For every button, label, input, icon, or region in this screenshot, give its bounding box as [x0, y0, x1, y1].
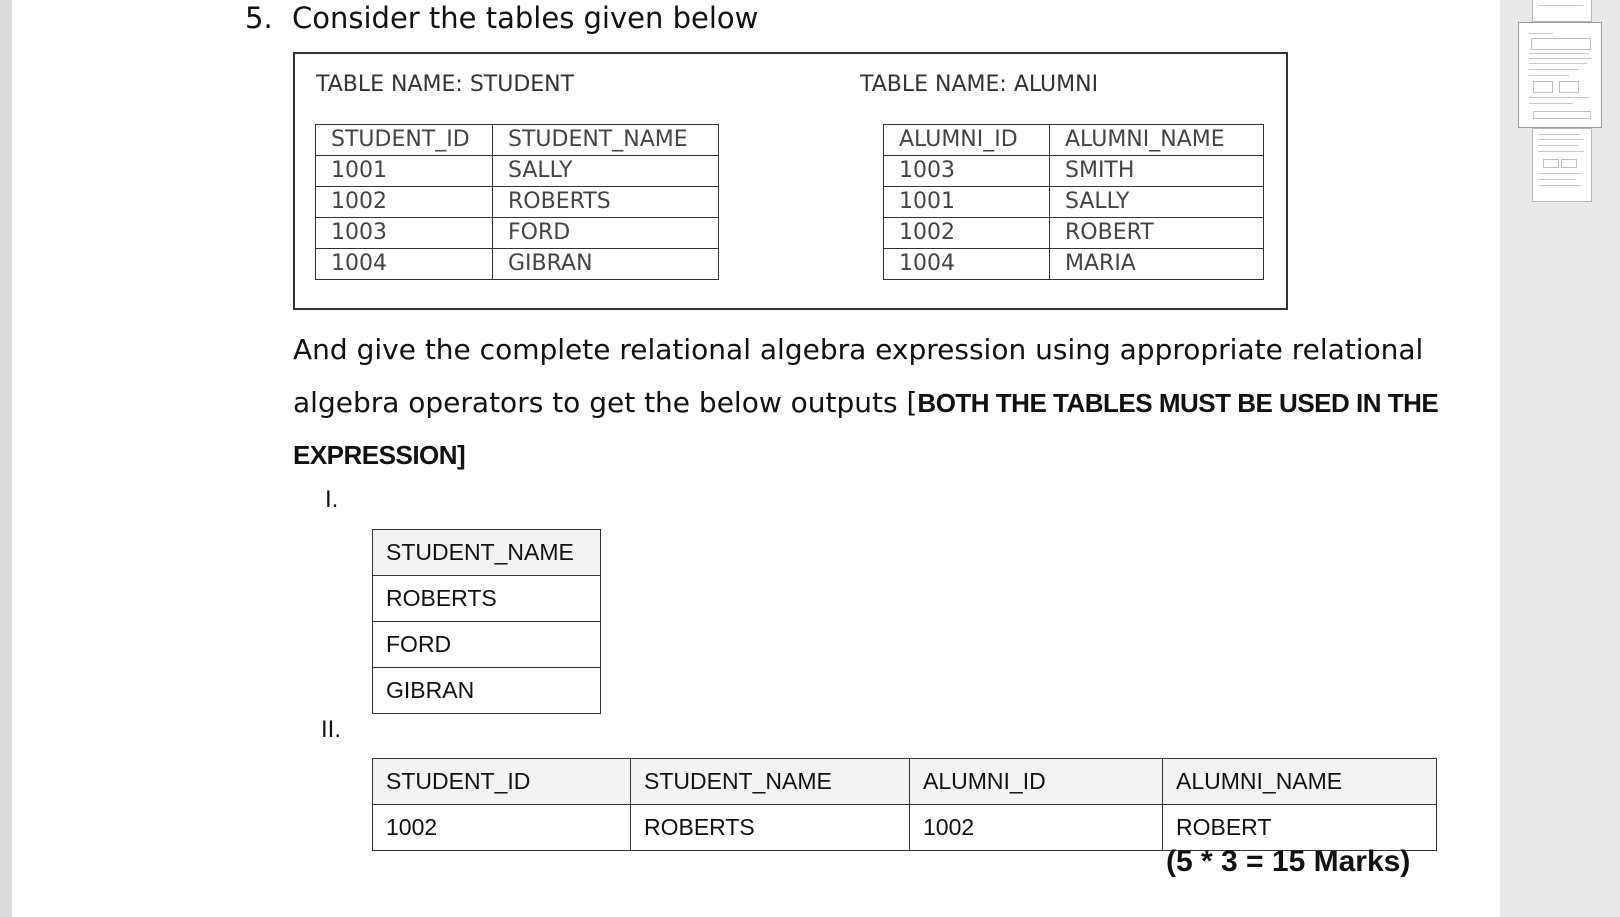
table-header-row: [373, 530, 601, 576]
page-thumbnail-current[interactable]: [1518, 22, 1602, 128]
table-row: [884, 187, 1264, 218]
table-cell: 1003: [316, 218, 493, 249]
table-header-row: [373, 759, 1437, 805]
marks-label: (5 * 3 = 15 Marks): [1166, 845, 1411, 878]
table-cell: 1002: [884, 218, 1050, 249]
table-cell: 1004: [316, 249, 493, 280]
table-cell: ROBERTS: [631, 805, 910, 851]
alumni-table: [883, 124, 1264, 280]
table-header-cell: STUDENT_NAME: [493, 125, 719, 156]
instruction-line-1: And give the complete relational algebra expression using appropriate relational: [293, 333, 1424, 366]
table-cell: ROBERTS: [373, 576, 601, 622]
table-row: [373, 622, 601, 668]
table-row: [316, 187, 719, 218]
table-header-cell: STUDENT_ID: [316, 125, 493, 156]
output-1-label: I.: [325, 486, 339, 513]
instruction-line-3: [293, 438, 1393, 471]
table-cell: SALLY: [493, 156, 719, 187]
table-row: [884, 218, 1264, 249]
output-2-label: II.: [321, 716, 342, 743]
table-header-cell: ALUMNI_NAME: [1163, 759, 1437, 805]
instruction-emphasis: BOTH THE TABLES MUST BE USED IN THE: [917, 388, 1439, 418]
table-cell: FORD: [373, 622, 601, 668]
student-table: [315, 124, 719, 280]
instruction-text: algebra operators to get the below outputs [: [293, 386, 918, 419]
table-cell: SALLY: [1050, 187, 1264, 218]
page-thumbnail-pane[interactable]: [1500, 0, 1620, 917]
output-1-table: [372, 529, 601, 714]
table-cell: GIBRAN: [373, 668, 601, 714]
output-2-table: [372, 758, 1437, 851]
source-tables-figure: [293, 52, 1288, 310]
left-gutter: [0, 0, 12, 917]
table-row: [316, 218, 719, 249]
table-cell: 1004: [884, 249, 1050, 280]
table-header-row: [884, 125, 1264, 156]
table-cell: ROBERT: [1163, 805, 1437, 851]
question-number: 5.: [245, 1, 273, 35]
question-title: [245, 0, 758, 36]
table-cell: SMITH: [1050, 156, 1264, 187]
table-cell: ROBERT: [1050, 218, 1264, 249]
instruction-emphasis: EXPRESSION]: [293, 440, 466, 470]
table-cell: 1002: [316, 187, 493, 218]
table-cell: 1003: [884, 156, 1050, 187]
table-row: [884, 249, 1264, 280]
question-text: Consider the tables given below: [292, 1, 759, 35]
table-row: [316, 156, 719, 187]
table-cell: FORD: [493, 218, 719, 249]
page-thumbnail[interactable]: [1532, 128, 1592, 202]
table-row: [373, 576, 601, 622]
table-row: [884, 156, 1264, 187]
instruction-line-2: [293, 386, 1439, 419]
table-cell: 1002: [373, 805, 631, 851]
table-cell: ROBERTS: [493, 187, 719, 218]
table-header-row: [316, 125, 719, 156]
table-header-cell: ALUMNI_NAME: [1050, 125, 1264, 156]
table-row: [316, 249, 719, 280]
alumni-table-label: TABLE NAME: ALUMNI: [860, 72, 1099, 97]
table-header-cell: STUDENT_ID: [373, 759, 631, 805]
student-table-label: TABLE NAME: STUDENT: [316, 72, 575, 97]
table-cell: MARIA: [1050, 249, 1264, 280]
table-cell: 1001: [316, 156, 493, 187]
table-header-cell: ALUMNI_ID: [884, 125, 1050, 156]
table-row: [373, 668, 601, 714]
table-cell: 1002: [910, 805, 1163, 851]
table-header-cell: STUDENT_NAME: [373, 530, 601, 576]
table-header-cell: ALUMNI_ID: [910, 759, 1163, 805]
page-thumbnail[interactable]: [1532, 0, 1592, 22]
table-row: [373, 805, 1437, 851]
table-header-cell: STUDENT_NAME: [631, 759, 910, 805]
table-cell: GIBRAN: [493, 249, 719, 280]
table-cell: 1001: [884, 187, 1050, 218]
